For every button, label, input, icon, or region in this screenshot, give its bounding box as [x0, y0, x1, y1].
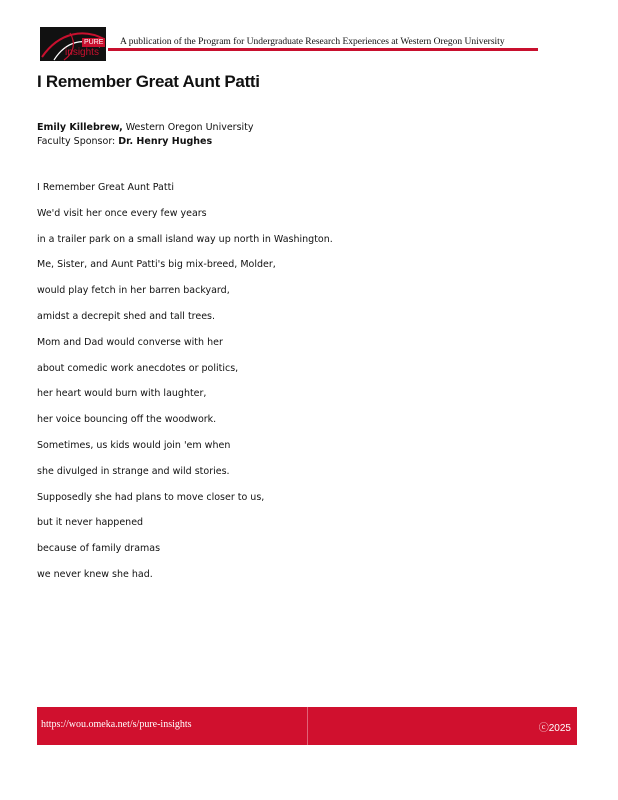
poem-line: We'd visit her once every few years: [37, 207, 207, 219]
poem-line: but it never happened: [37, 517, 144, 529]
poem-line: Mom and Dad would converse with her: [37, 336, 223, 348]
poem-line: Supposedly she had plans to move closer to us,: [37, 491, 265, 503]
poem: [37, 181, 333, 594]
poem-line: would play fetch in her barren backyard,: [37, 285, 230, 297]
poem-line: because of family dramas: [37, 543, 161, 555]
footer-bar: [37, 707, 577, 745]
sponsor-line: [37, 135, 254, 149]
poem-line: about comedic work anecdotes or politics,: [37, 362, 239, 374]
poem-line: her voice bouncing off the woodwork.: [37, 414, 217, 426]
poem-line: in a trailer park on a small island way up north in Washington.: [37, 233, 333, 245]
byline: [37, 121, 254, 149]
poem-line: she divulged in strange and wild stories.: [37, 465, 230, 477]
article-title: I Remember Great Aunt Patti: [37, 72, 260, 91]
author-line: [37, 121, 254, 135]
copyright-notice: ⓒ2025: [538, 723, 571, 734]
header-rule: [108, 48, 538, 51]
sponsor-label: Faculty Sponsor:: [37, 136, 116, 147]
poem-line: Sometimes, us kids would join 'em when: [37, 439, 231, 451]
logo-word-text: insights: [65, 47, 99, 58]
footer-divider: [307, 707, 308, 745]
sponsor-name: Dr. Henry Hughes: [118, 136, 213, 147]
poem-line: Me, Sister, and Aunt Patti's big mix-breed, Molder,: [37, 259, 276, 271]
poem-line: we never knew she had.: [37, 568, 153, 580]
publication-tagline: A publication of the Program for Undergraduate Research Experiences at Western Oregon University: [120, 37, 505, 47]
poem-line: amidst a decrepit shed and tall trees.: [37, 310, 216, 322]
poem-line: I Remember Great Aunt Patti: [37, 182, 174, 193]
author-affiliation: Western Oregon University: [125, 122, 254, 133]
logo-wordmark: [58, 39, 106, 60]
footer-url-link[interactable]: https://wou.omeka.net/s/pure-insights: [41, 719, 192, 730]
poem-line: her heart would burn with laughter,: [37, 388, 207, 400]
logo-badge: PURE: [84, 39, 104, 46]
author-name: Emily Killebrew,: [37, 122, 123, 133]
